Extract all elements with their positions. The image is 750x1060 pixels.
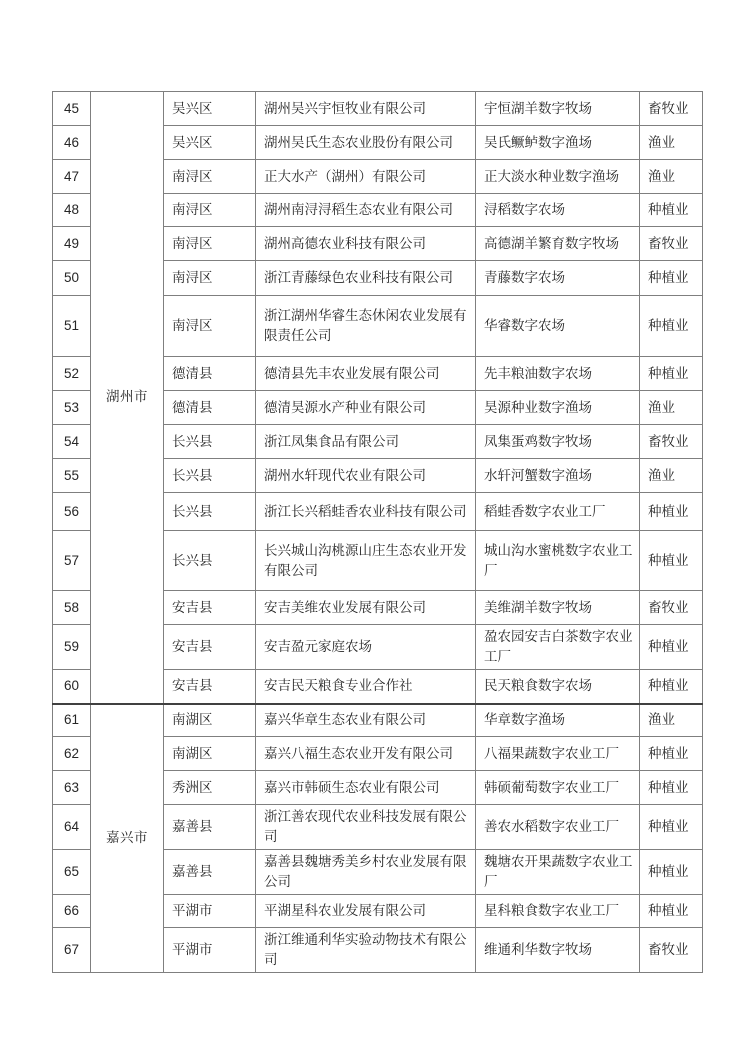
company-cell: 浙江青藤绿色农业科技有限公司 bbox=[256, 261, 476, 296]
farm-cell: 城山沟水蜜桃数字农业工厂 bbox=[476, 531, 640, 591]
industry-cell: 种植业 bbox=[640, 670, 703, 704]
industry-cell: 渔业 bbox=[640, 391, 703, 425]
row-number-cell: 61 bbox=[53, 704, 91, 737]
farm-cell: 民天粮食数字农场 bbox=[476, 670, 640, 704]
farm-cell: 宇恒湖羊数字牧场 bbox=[476, 92, 640, 126]
industry-cell: 畜牧业 bbox=[640, 591, 703, 625]
district-cell: 嘉善县 bbox=[164, 850, 256, 895]
row-number-cell: 57 bbox=[53, 531, 91, 591]
row-number-cell: 67 bbox=[53, 928, 91, 973]
company-cell: 嘉兴华章生态农业有限公司 bbox=[256, 704, 476, 737]
industry-cell: 渔业 bbox=[640, 160, 703, 194]
district-cell: 南浔区 bbox=[164, 160, 256, 194]
company-cell: 湖州水轩现代农业有限公司 bbox=[256, 459, 476, 493]
city-cell-jiaxing: 嘉兴市 bbox=[91, 704, 164, 973]
industry-cell: 渔业 bbox=[640, 459, 703, 493]
district-cell: 安吉县 bbox=[164, 670, 256, 704]
district-cell: 长兴县 bbox=[164, 531, 256, 591]
row-number-cell: 58 bbox=[53, 591, 91, 625]
district-cell: 德清县 bbox=[164, 391, 256, 425]
industry-cell: 种植业 bbox=[640, 737, 703, 771]
industry-cell: 种植业 bbox=[640, 850, 703, 895]
row-number-cell: 53 bbox=[53, 391, 91, 425]
farm-cell: 昊源种业数字渔场 bbox=[476, 391, 640, 425]
industry-cell: 畜牧业 bbox=[640, 425, 703, 459]
company-cell: 德清县先丰农业发展有限公司 bbox=[256, 357, 476, 391]
company-cell: 湖州南浔浔稻生态农业有限公司 bbox=[256, 194, 476, 227]
industry-cell: 种植业 bbox=[640, 357, 703, 391]
farm-cell: 韩硕葡萄数字农业工厂 bbox=[476, 771, 640, 805]
industry-cell: 种植业 bbox=[640, 493, 703, 531]
district-cell: 南浔区 bbox=[164, 194, 256, 227]
farm-cell: 维通利华数字牧场 bbox=[476, 928, 640, 973]
farm-cell: 高德湖羊繁育数字牧场 bbox=[476, 227, 640, 261]
industry-cell: 种植业 bbox=[640, 895, 703, 928]
farm-cell: 华章数字渔场 bbox=[476, 704, 640, 737]
district-cell: 德清县 bbox=[164, 357, 256, 391]
row-number-cell: 55 bbox=[53, 459, 91, 493]
farm-cell: 稻蛙香数字农业工厂 bbox=[476, 493, 640, 531]
farm-cell: 吴氏鳜鲈数字渔场 bbox=[476, 126, 640, 160]
city-cell-huzhou: 湖州市 bbox=[91, 92, 164, 704]
company-cell: 安吉盈元家庭农场 bbox=[256, 625, 476, 670]
district-cell: 长兴县 bbox=[164, 425, 256, 459]
district-cell: 南湖区 bbox=[164, 737, 256, 771]
farm-cell: 星科粮食数字农业工厂 bbox=[476, 895, 640, 928]
district-cell: 嘉善县 bbox=[164, 805, 256, 850]
company-cell: 浙江长兴稻蛙香农业科技有限公司 bbox=[256, 493, 476, 531]
company-cell: 安吉民天粮食专业合作社 bbox=[256, 670, 476, 704]
district-cell: 吴兴区 bbox=[164, 126, 256, 160]
industry-cell: 种植业 bbox=[640, 194, 703, 227]
industry-cell: 畜牧业 bbox=[640, 92, 703, 126]
row-number-cell: 51 bbox=[53, 296, 91, 357]
farm-cell: 善农水稻数字农业工厂 bbox=[476, 805, 640, 850]
row-number-cell: 64 bbox=[53, 805, 91, 850]
district-cell: 平湖市 bbox=[164, 928, 256, 973]
farm-cell: 美维湖羊数字牧场 bbox=[476, 591, 640, 625]
industry-cell: 种植业 bbox=[640, 805, 703, 850]
company-cell: 正大水产（湖州）有限公司 bbox=[256, 160, 476, 194]
industry-cell: 种植业 bbox=[640, 531, 703, 591]
row-number-cell: 45 bbox=[53, 92, 91, 126]
company-cell: 浙江维通利华实验动物技术有限公司 bbox=[256, 928, 476, 973]
company-cell: 嘉兴八福生态农业开发有限公司 bbox=[256, 737, 476, 771]
company-cell: 浙江善农现代农业科技发展有限公司 bbox=[256, 805, 476, 850]
row-number-cell: 59 bbox=[53, 625, 91, 670]
row-number-cell: 46 bbox=[53, 126, 91, 160]
row-number-cell: 60 bbox=[53, 670, 91, 704]
company-cell: 嘉善县魏塘秀美乡村农业发展有限公司 bbox=[256, 850, 476, 895]
company-cell: 长兴城山沟桃源山庄生态农业开发有限公司 bbox=[256, 531, 476, 591]
farm-cell: 八福果蔬数字农业工厂 bbox=[476, 737, 640, 771]
farm-cell: 魏塘农开果蔬数字农业工厂 bbox=[476, 850, 640, 895]
table-row bbox=[53, 704, 703, 737]
district-cell: 安吉县 bbox=[164, 591, 256, 625]
farm-cell: 青藤数字农场 bbox=[476, 261, 640, 296]
industry-cell: 种植业 bbox=[640, 771, 703, 805]
company-cell: 湖州高德农业科技有限公司 bbox=[256, 227, 476, 261]
farm-cell: 先丰粮油数字农场 bbox=[476, 357, 640, 391]
district-cell: 南浔区 bbox=[164, 227, 256, 261]
company-cell: 安吉美维农业发展有限公司 bbox=[256, 591, 476, 625]
table-row bbox=[53, 92, 703, 126]
industry-cell: 种植业 bbox=[640, 296, 703, 357]
farm-cell: 水轩河蟹数字渔场 bbox=[476, 459, 640, 493]
company-cell: 浙江凤集食品有限公司 bbox=[256, 425, 476, 459]
district-cell: 秀洲区 bbox=[164, 771, 256, 805]
company-cell: 平湖星科农业发展有限公司 bbox=[256, 895, 476, 928]
farm-cell: 浔稻数字农场 bbox=[476, 194, 640, 227]
district-cell: 平湖市 bbox=[164, 895, 256, 928]
district-cell: 长兴县 bbox=[164, 459, 256, 493]
industry-cell: 渔业 bbox=[640, 704, 703, 737]
row-number-cell: 52 bbox=[53, 357, 91, 391]
row-number-cell: 49 bbox=[53, 227, 91, 261]
district-cell: 长兴县 bbox=[164, 493, 256, 531]
industry-cell: 畜牧业 bbox=[640, 928, 703, 973]
row-number-cell: 47 bbox=[53, 160, 91, 194]
industry-cell: 种植业 bbox=[640, 625, 703, 670]
row-number-cell: 66 bbox=[53, 895, 91, 928]
district-cell: 南浔区 bbox=[164, 296, 256, 357]
farm-cell: 正大淡水种业数字渔场 bbox=[476, 160, 640, 194]
district-cell: 吴兴区 bbox=[164, 92, 256, 126]
row-number-cell: 62 bbox=[53, 737, 91, 771]
row-number-cell: 50 bbox=[53, 261, 91, 296]
district-cell: 安吉县 bbox=[164, 625, 256, 670]
farm-cell: 凤集蛋鸡数字牧场 bbox=[476, 425, 640, 459]
farm-cell: 华睿数字农场 bbox=[476, 296, 640, 357]
district-cell: 南浔区 bbox=[164, 261, 256, 296]
company-cell: 嘉兴市韩硕生态农业有限公司 bbox=[256, 771, 476, 805]
district-cell: 南湖区 bbox=[164, 704, 256, 737]
industry-cell: 种植业 bbox=[640, 261, 703, 296]
company-cell: 浙江湖州华睿生态休闲农业发展有限责任公司 bbox=[256, 296, 476, 357]
company-cell: 湖州吴氏生态农业股份有限公司 bbox=[256, 126, 476, 160]
row-number-cell: 65 bbox=[53, 850, 91, 895]
company-cell: 湖州吴兴宇恒牧业有限公司 bbox=[256, 92, 476, 126]
row-number-cell: 54 bbox=[53, 425, 91, 459]
industry-cell: 渔业 bbox=[640, 126, 703, 160]
row-number-cell: 48 bbox=[53, 194, 91, 227]
digital-farm-list-table bbox=[52, 91, 703, 973]
row-number-cell: 63 bbox=[53, 771, 91, 805]
farm-cell: 盈农园安吉白茶数字农业工厂 bbox=[476, 625, 640, 670]
industry-cell: 畜牧业 bbox=[640, 227, 703, 261]
company-cell: 德清昊源水产种业有限公司 bbox=[256, 391, 476, 425]
row-number-cell: 56 bbox=[53, 493, 91, 531]
